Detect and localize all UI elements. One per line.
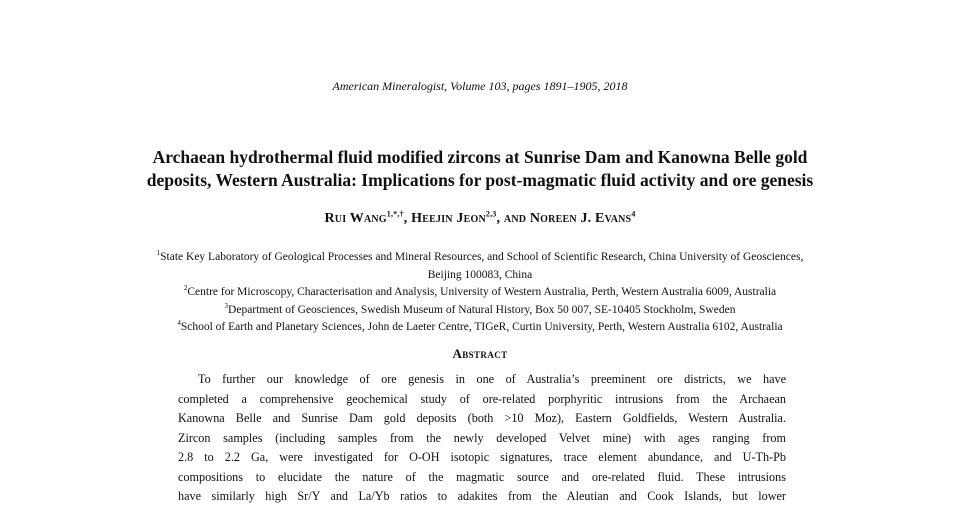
affiliation [96, 319, 864, 337]
abstract-line: To further our knowledge of ore genesis in one of Australia’s preeminent ore districts, we have [198, 372, 786, 386]
abstract-line: Kanowna Belle and Sunrise Dam gold deposits (both >10 Moz), Eastern Goldfields, Western Australia. [178, 411, 786, 425]
affiliation-number: 1 [156, 249, 161, 258]
author-separator: , [403, 211, 412, 226]
affiliation-number: 4 [177, 319, 181, 328]
affiliation [96, 284, 864, 302]
author-separator: , and [496, 211, 530, 226]
paper-title-line: Archaean hydrothermal fluid modified zircons at Sunrise Dam and Kanowna Belle gold [152, 147, 808, 167]
abstract-line: have similarly high Sr/Y and La/Yb ratios to adakites from the Aleutian and Cook Islands, but lower [178, 489, 786, 503]
affiliation-text: School of Earth and Planetary Sciences, John de Laeter Centre, TIGeR, Curtin University, Perth, Western Australia 6102, Australia [180, 321, 783, 333]
author-superscript: 4 [631, 209, 636, 219]
affiliation-text: State Key Laboratory of Geological Processes and Mineral Resources, and School of Scientific Research, China University of Geosciences, [160, 251, 804, 263]
abstract-heading: Abstract [452, 346, 508, 361]
paper-title-line: deposits, Western Australia: Implications for post-magmatic fluid activity and ore genesis [146, 170, 814, 190]
abstract-line: Zircon samples (including samples from the newly developed Velvet mine) with ages ranging from [178, 430, 786, 445]
affiliation-text: Centre for Microscopy, Characterisation and Analysis, University of Western Australia, Perth, Western Australia 6009, Australia [187, 286, 777, 298]
affiliation-number: 2 [183, 284, 188, 293]
abstract-line: completed a comprehensive geochemical study of ore-related porphyritic intrusions from the Archaean [178, 391, 786, 406]
author-list [0, 210, 960, 228]
paper-title [90, 146, 870, 192]
author-superscript: 2,3 [485, 209, 497, 219]
abstract-body [178, 370, 786, 507]
abstract-line: compositions to elucidate the nature of the magmatic source and ore-related fluid. These intrusions [178, 469, 786, 484]
author-name: Noreen J. Evans [529, 211, 632, 226]
author-superscript: 1,*,† [386, 209, 404, 219]
author-name: Rui Wang [324, 211, 387, 226]
affiliation-list [96, 249, 864, 337]
affiliation [96, 249, 864, 284]
abstract-line: 2.8 to 2.2 Ga, were investigated for O-OH isotopic signatures, trace element abundance, and U-Th-Pb [178, 450, 786, 464]
journal-citation: American Mineralogist, Volume 103, pages 1891–1905, 2018 [332, 79, 628, 93]
affiliation-number: 3 [224, 301, 229, 310]
author-name: Heejin Jeon [411, 211, 486, 226]
affiliation-text: Department of Geosciences, Swedish Museum of Natural History, Box 50 007, SE-10405 Stockholm, Sweden [228, 303, 736, 316]
affiliation [96, 302, 864, 320]
affiliation-text-continued: Beijing 100083, China [427, 268, 533, 281]
